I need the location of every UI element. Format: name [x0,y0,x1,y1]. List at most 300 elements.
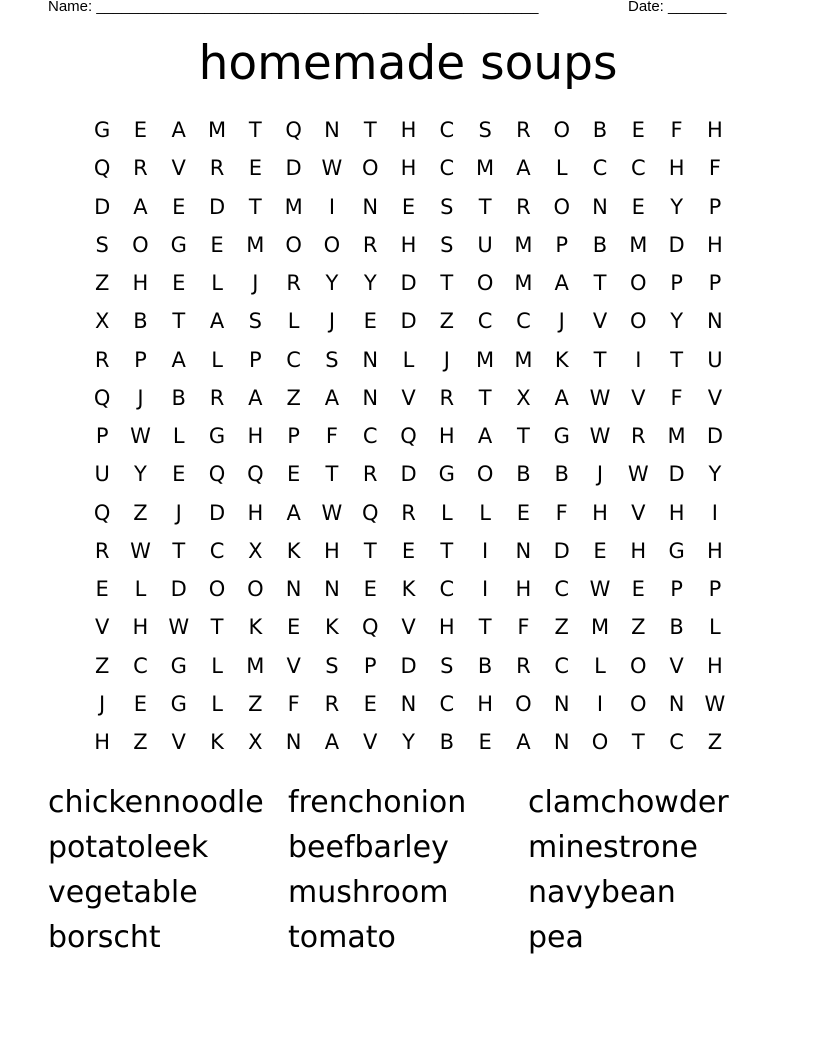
grid-cell: O [591,730,609,755]
grid-cell: T [631,730,645,755]
grid-cell: G [668,538,685,563]
grid-cell: B [592,232,608,257]
grid-cell: J [443,347,450,372]
grid-cell: Q [285,118,302,143]
grid-cell: A [248,385,263,410]
grid-cell: P [670,271,683,296]
grid-cell: L [709,615,721,640]
grid-cell: M [476,156,495,181]
grid-cell: V [171,156,186,181]
grid-cell: W [130,538,151,563]
grid-cell: E [286,615,301,640]
grid-cell: R [631,424,646,449]
grid-cell: K [325,615,339,640]
grid-cell: T [248,194,262,219]
word-list-item: clamchowder [528,785,729,820]
grid-cell: H [400,118,417,143]
grid-cell: P [287,424,300,449]
grid-cell: G [170,653,187,678]
word-search-grid [83,111,734,761]
grid-cell: L [287,309,300,334]
grid-cell: T [478,194,492,219]
grid-cell: H [477,691,494,716]
grid-cell: S [440,653,454,678]
grid-row [83,532,734,570]
grid-cell: Z [554,615,569,640]
grid-cell: N [362,385,379,410]
grid-cell: B [554,462,569,487]
grid-cell: F [670,385,683,410]
grid-row [83,417,734,455]
grid-cell: B [133,309,148,334]
grid-cell: J [596,462,604,487]
grid-cell: Y [134,462,147,487]
grid-cell: W [589,424,611,449]
grid-cell: O [515,691,532,716]
grid-cell: A [171,118,186,143]
grid-cell: N [324,577,340,602]
grid-cell: U [94,462,110,487]
grid-cell: E [516,500,531,525]
grid-cell: Z [439,309,455,334]
grid-cell: V [94,615,110,640]
grid-cell: Y [708,462,722,487]
grid-cell: D [668,462,685,487]
grid-cell: I [596,691,604,716]
grid-cell: I [482,538,489,563]
grid-cell: R [209,156,225,181]
grid-cell: E [631,118,645,143]
grid-cell: I [328,194,336,219]
grid-cell: F [708,156,721,181]
grid-cell: V [592,309,608,334]
grid-cell: M [514,347,533,372]
grid-cell: N [668,691,685,716]
grid-cell: F [670,118,683,143]
grid-cell: O [476,271,494,296]
grid-cell: W [168,615,190,640]
grid-cell: B [171,385,186,410]
grid-cell: C [516,309,531,334]
header [48,0,748,20]
grid-cell: H [668,156,685,181]
grid-cell: N [362,194,379,219]
grid-cell: V [286,653,301,678]
grid-cell: N [324,118,340,143]
grid-cell: L [402,347,415,372]
grid-cell: L [594,653,606,678]
grid-cell: D [553,538,570,563]
grid-cell: G [208,424,226,449]
grid-cell: V [401,385,416,410]
grid-cell: E [363,577,377,602]
grid-cell: Y [670,194,684,219]
grid-cell: T [478,385,492,410]
grid-cell: K [248,615,263,640]
grid-cell: V [631,500,646,525]
grid-cell: P [708,271,722,296]
grid-cell: J [558,309,565,334]
grid-cell: H [94,730,111,755]
grid-cell: C [554,653,570,678]
grid-cell: A [324,730,340,755]
grid-cell: B [439,730,455,755]
grid-cell: S [325,653,339,678]
grid-cell: N [400,691,417,716]
grid-cell: C [477,309,493,334]
grid-cell: E [363,309,377,334]
grid-cell: G [438,462,455,487]
grid-cell: A [209,309,225,334]
grid-cell: E [286,462,301,487]
grid-cell: A [554,385,569,410]
grid-row [83,226,734,264]
grid-row [83,570,734,608]
grid-cell: P [95,424,109,449]
grid-row [83,608,734,646]
word-list-row [48,915,788,960]
grid-row [83,685,734,723]
grid-cell: T [440,271,454,296]
grid-cell: N [592,194,608,219]
grid-cell: H [707,538,723,563]
grid-cell: W [704,691,726,716]
grid-cell: Z [707,730,723,755]
grid-cell: U [707,347,723,372]
grid-cell: O [630,653,647,678]
grid-cell: M [514,271,533,296]
grid-cell: V [171,730,186,755]
grid-cell: E [401,538,416,563]
word-list-item: frenchonion [288,785,467,820]
grid-cell: I [635,347,642,372]
grid-cell: W [589,577,611,602]
grid-cell: K [286,538,301,563]
grid-cell: S [95,232,109,257]
grid-cell: R [94,538,110,563]
word-list-item: chickennoodle [48,785,264,820]
grid-cell: V [669,653,684,678]
grid-cell: F [555,500,568,525]
grid-cell: C [133,653,148,678]
grid-cell: Q [93,385,111,410]
grid-cell: X [248,730,263,755]
grid-cell: F [287,691,300,716]
grid-cell: C [439,691,455,716]
grid-cell: N [553,730,570,755]
word-list-item: tomato [288,920,396,955]
grid-cell: O [247,577,264,602]
grid-cell: G [553,424,570,449]
grid-cell: D [285,156,302,181]
grid-cell: P [134,347,147,372]
grid-cell: P [708,194,722,219]
grid-cell: V [631,385,646,410]
grid-cell: H [515,577,532,602]
grid-cell: C [439,577,455,602]
grid-cell: H [247,424,264,449]
grid-row [83,149,734,187]
grid-cell: O [553,118,570,143]
grid-cell: S [248,309,262,334]
grid-cell: W [321,156,343,181]
grid-cell: D [170,577,187,602]
grid-cell: M [284,194,303,219]
grid-cell: Q [93,156,111,181]
grid-cell: G [170,232,187,257]
grid-cell: J [175,500,182,525]
grid-cell: L [555,156,568,181]
grid-cell: O [132,232,149,257]
grid-cell: D [94,194,111,219]
grid-cell: Q [93,500,111,525]
grid-cell: Q [400,424,417,449]
grid-cell: F [517,615,530,640]
grid-cell: L [440,500,453,525]
grid-cell: Y [402,730,415,755]
grid-cell: L [211,691,223,716]
grid-cell: M [667,424,686,449]
grid-cell: M [476,347,495,372]
grid-row [83,341,734,379]
grid-cell: X [516,385,531,410]
grid-cell: C [362,424,378,449]
grid-cell: O [208,577,226,602]
grid-cell: T [670,347,684,372]
grid-cell: H [247,500,264,525]
grid-cell: W [589,385,611,410]
grid-cell: Q [208,462,226,487]
grid-cell: A [516,156,531,181]
grid-cell: P [555,232,569,257]
grid-cell: R [516,653,531,678]
grid-cell: R [286,271,301,296]
grid-cell: L [172,424,185,449]
grid-cell: O [323,232,341,257]
grid-cell: H [132,615,149,640]
grid-cell: N [285,730,302,755]
grid-cell: P [363,653,377,678]
grid-cell: I [711,500,718,525]
grid-cell: P [249,347,262,372]
grid-cell: B [477,653,493,678]
grid-cell: V [707,385,723,410]
grid-cell: H [707,653,723,678]
grid-cell: A [286,500,301,525]
word-list-row [48,870,788,915]
grid-cell: A [133,194,148,219]
grid-cell: K [554,347,569,372]
grid-cell: Y [670,309,684,334]
grid-cell: E [95,577,109,602]
grid-cell: T [593,271,607,296]
grid-cell: C [592,156,608,181]
grid-cell: E [133,691,148,716]
grid-cell: O [630,309,647,334]
grid-cell: O [630,691,647,716]
grid-cell: S [440,194,454,219]
grid-cell: D [706,424,723,449]
grid-cell: G [94,118,111,143]
name-field-label: Name: _____________________________________________________ [48,0,539,15]
grid-row [83,302,734,340]
grid-cell: T [172,538,186,563]
grid-row [83,188,734,226]
grid-cell: E [593,538,607,563]
grid-cell: V [363,730,378,755]
grid-cell: J [252,271,259,296]
grid-row [83,111,734,149]
grid-cell: C [439,156,455,181]
grid-cell: O [553,194,570,219]
grid-cell: G [170,691,187,716]
word-list-item: minestrone [528,830,698,865]
grid-cell: Q [361,500,379,525]
grid-cell: E [172,271,186,296]
grid-cell: Z [133,730,148,755]
grid-cell: E [478,730,492,755]
grid-cell: B [592,118,608,143]
grid-cell: H [668,500,685,525]
grid-cell: J [99,691,106,716]
word-list-item: navybean [528,875,676,910]
grid-cell: R [439,385,455,410]
grid-cell: N [285,577,302,602]
grid-cell: V [401,615,416,640]
grid-cell: T [440,538,454,563]
grid-cell: T [517,424,530,449]
grid-cell: H [438,424,455,449]
grid-cell: S [325,347,339,372]
grid-cell: R [516,194,531,219]
grid-cell: L [479,500,491,525]
word-list-item: beefbarley [288,830,449,865]
grid-cell: S [440,232,454,257]
grid-cell: R [94,347,110,372]
grid-cell: N [362,347,379,372]
grid-cell: R [209,385,225,410]
grid-cell: Z [133,500,148,525]
grid-cell: L [211,653,223,678]
grid-row [83,723,734,761]
grid-cell: X [94,309,110,334]
grid-cell: S [478,118,492,143]
grid-cell: A [516,730,531,755]
grid-cell: E [401,194,416,219]
grid-cell: E [210,232,224,257]
grid-cell: Z [286,385,301,410]
grid-cell: M [246,653,265,678]
grid-cell: M [246,232,265,257]
grid-cell: R [133,156,148,181]
grid-cell: Z [631,615,646,640]
grid-row [83,494,734,532]
grid-cell: H [707,118,723,143]
grid-cell: T [248,118,262,143]
grid-cell: L [134,577,147,602]
grid-cell: O [285,232,302,257]
grid-cell: Z [248,691,263,716]
grid-cell: D [400,653,417,678]
grid-cell: R [516,118,531,143]
grid-cell: A [324,385,340,410]
grid-cell: M [590,615,610,640]
grid-cell: D [400,271,417,296]
grid-cell: R [362,462,378,487]
grid-cell: H [707,232,723,257]
grid-cell: W [321,500,343,525]
grid-cell: H [400,156,417,181]
word-list-row [48,825,788,870]
grid-cell: Q [361,615,379,640]
grid-cell: T [363,538,377,563]
grid-cell: Q [247,462,264,487]
grid-cell: T [593,347,607,372]
grid-cell: C [554,577,570,602]
word-list [48,780,788,960]
grid-cell: C [209,538,225,563]
grid-cell: T [478,615,492,640]
grid-cell: B [669,615,684,640]
grid-cell: X [248,538,263,563]
grid-cell: E [363,691,377,716]
grid-cell: E [631,194,645,219]
grid-cell: R [362,232,378,257]
grid-cell: B [516,462,531,487]
grid-cell: T [363,118,377,143]
page-title: homemade soups [198,36,618,91]
grid-cell: C [669,730,684,755]
grid-cell: N [707,309,723,334]
grid-cell: T [210,615,224,640]
grid-cell: F [325,424,338,449]
grid-cell: J [328,309,336,334]
grid-cell: P [708,577,722,602]
grid-cell: D [400,462,417,487]
grid-cell: O [361,156,379,181]
grid-cell: E [172,462,186,487]
grid-row [83,455,734,493]
grid-cell: K [401,577,416,602]
grid-cell: R [324,691,340,716]
grid-cell: U [477,232,493,257]
grid-cell: H [438,615,455,640]
word-list-item: vegetable [48,875,198,910]
grid-row [83,379,734,417]
grid-cell: K [210,730,224,755]
grid-cell: T [172,309,186,334]
grid-cell: O [630,271,647,296]
grid-cell: I [482,577,489,602]
word-list-item: mushroom [288,875,449,910]
grid-cell: Z [94,271,110,296]
grid-cell: W [130,424,151,449]
grid-cell: T [325,462,339,487]
grid-cell: D [400,309,417,334]
grid-cell: E [248,156,262,181]
grid-cell: H [630,538,647,563]
grid-cell: Y [325,271,339,296]
word-list-row [48,780,788,825]
grid-cell: R [401,500,416,525]
grid-cell: Z [94,653,110,678]
grid-cell: N [515,538,532,563]
word-list-item: potatoleek [48,830,209,865]
word-list-item: borscht [48,920,161,955]
grid-cell: Y [363,271,377,296]
word-list-item: pea [528,920,584,955]
grid-cell: D [668,232,685,257]
